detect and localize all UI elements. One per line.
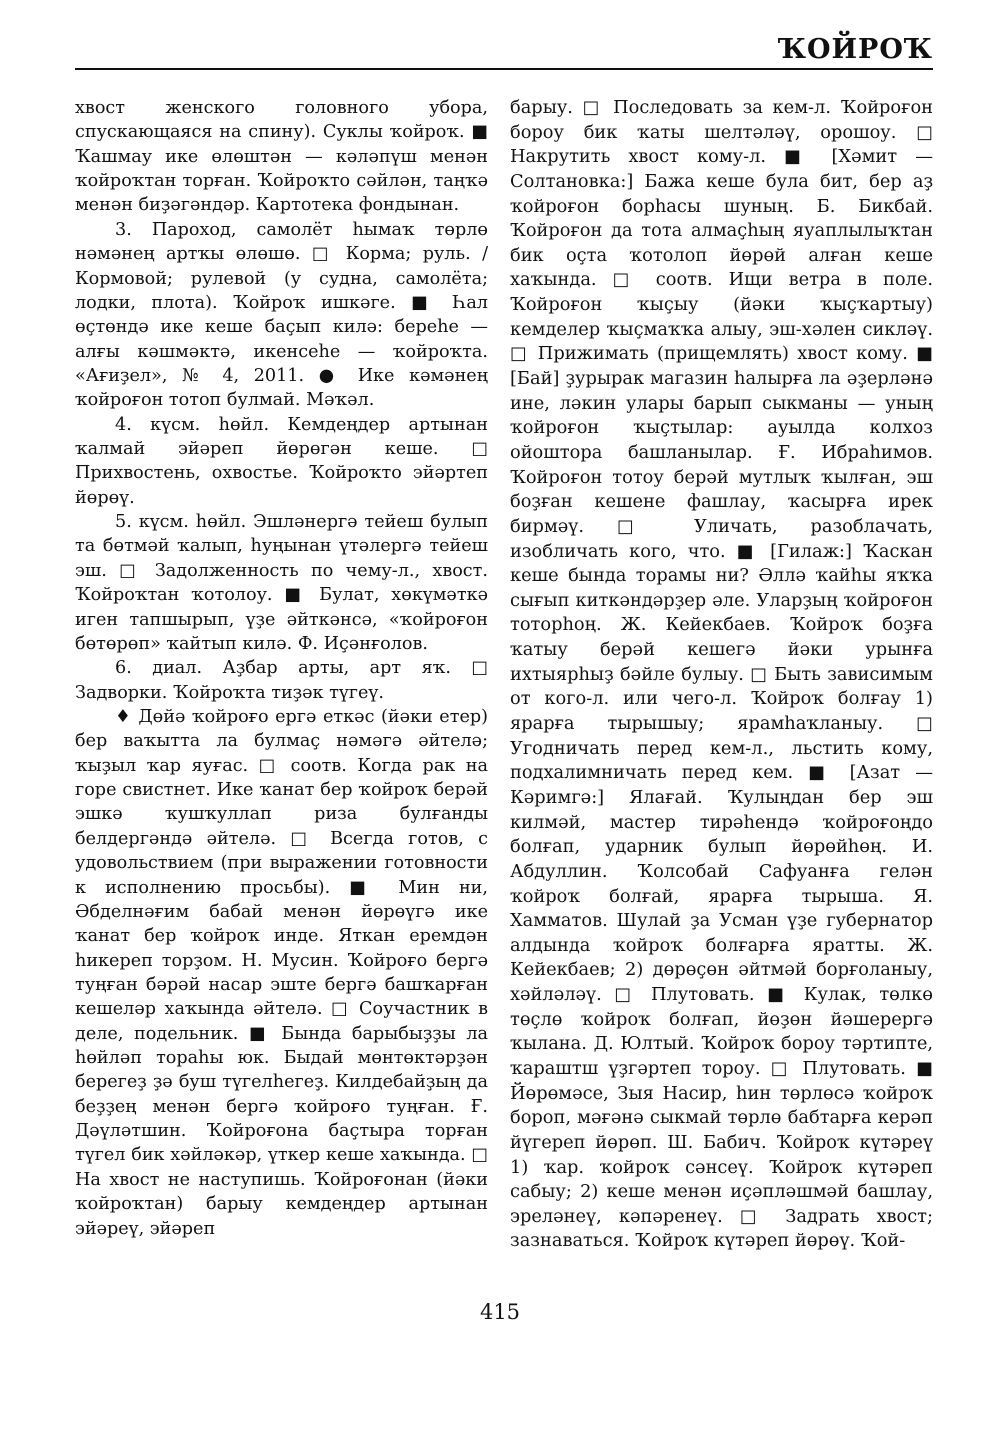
entry-sense-3: 3. Пароход, самолёт һымаҡ төрлө нәмәнең артҡы өлөшө. □ Корма; руль. / Кормовой; рулевой (у судна, самолёта; лодки, плота). Ҡойроҡ ишкәге. ■ Һал өҫтөндә ике кеше баҫып килә: береһе — алғы кәшмәктә, икенсеһе — ҡойроҡта. «Ағиҙел», № 4, 2011. ● Ике кәмәнең ҡойроғон тотоп булмай. Мәҡәл.: [75, 219, 488, 411]
entry-sense-6: 6. диал. Аҙбар арты, арт яҡ. □ Задворки. Ҡойроҡта тиҙәк түгеү.: [75, 658, 488, 703]
right-column: [510, 96, 933, 1254]
entry-idioms: ♦ Дөйә ҡойроғо ергә еткәс (йәки етер) бер ваҡытта ла булмаҫ нәмәгә әйтелә; ҡыҙыл ҡар яуғас. □ соотв. Когда рак на горе свистнет. Ике ҡанат бер ҡойроҡ берәй эшкә ҡушҡуллап риза булғанды белдергәндә әйтелә. □ Всегда готов, с удовольствием (при выражении готовности к исполнению просьбы). ■ Мин ни, Әбделнәғим бабай менән йөрөүгә ике ҡанат бер ҡойроҡ инде. Яткан еремдән һикереп торҙом. Н. Мусин. Ҡойроғо бергә туңған бәрәй насар эште бергә башҡарған кешеләр хаҡында әйтелә. □ Соучастник в деле, подельник. ■ Бында барыбыҙҙы ла һөйләп тораһы юк. Быдай мөнтөктәрҙән берегеҙ ҙә буш түгелһегеҙ. Килдебайҙың да беҙҙең менән бергә ҡойроғо туңған. Ғ. Дәүләтшин. Ҡойроғона баҫтыра торған түгел бик хәйләкәр, үткер кеше хаҡында. □ На хвост не наступишь. Ҡойроғонан (йәки ҡойроҡтан) барыу кемдеңдер артынан эйәреү, эйәреп: [75, 706, 488, 1239]
left-column: [75, 96, 488, 1241]
entry-sense-4: 4. күсм. һөйл. Кемдеңдер артынан ҡалмай эйәреп йөрөгән кеше. □ Прихвостень, охвостье. Ҡойроҡто эйәртеп йөрөү.: [75, 414, 488, 508]
entry-idioms-continued: барыу. □ Последовать за кем-л. Ҡойроғон бороу бик ҡаты шелтәләү, орошоу. □ Накрутить хвост кому-л. ■ [Хәмит — Солтановка:] Бажа кеше була бит, бер аҙ ҡойроғон борһасы шуның. Б. Бикбай. Ҡойроғон да тота алмаҫһың яуаплылыҡтан бик оҫта ҡотолоп йөрөй алған кеше хаҡында. □ соотв. Ищи ветра в поле. Ҡойроғон ҡыҫыу (йәки ҡыҫҡартыу) кемделер ҡыҫмаҡҡа алыу, эш-хәлен сикләү. □ Прижимать (прищемлять) хвост кому. ■ [Бай] ҙурырак магазин haлырға ла әҙерләнә ине, ләкин улары барып сыкманы — уның ҡойроғон ҡыҫтылар: ауылда колхоз ойоштора башланылар. Ғ. Ибраһимов. Ҡойроғон тотоу берәй мутлыҡ ҡылған, эш боҙған кешене фашлау, ҡасырға ирек бирмәү. □ Уличать, разоблачать, изобличать кого, что. ■ [Гилаж:] Ҡаскан кеше бында торамы ни? Әллә ҡайһы яҡҡа сығып киткәндәрҙер әле. Уларҙың ҡойроғон тоторһоң. Ж. Кейекбаев. Ҡойроҡ боҙға ҡатыу берәй кешегә йәки урынға ихтыярһыҙ бәйле булыу. □ Быть зависимым от кого-л. или чего-л. Ҡойроҡ болғау 1) ярарға тырышыу; ярамһаҡланыу. □ Угодничать перед кем-л., льстить кому, подхалимничать перед кем. ■ [Азат — Кәримгә:] Ялағай. Ҡулыңдан бер эш килмәй, мастер тирәһендә ҡойроғоңдо болғап, ударник булып йөрөйһөң. И. Абдуллин. Ҡолсобай Сафуанға гелән ҡойроҡ болғай, ярарға тырыша. Я. Хамматов. Шулай ҙа Усман үҙе губернатор алдында ҡойроҡ болғарға яратты. Ж. Кейекбаев; 2) дөрөҫөн әйтмәй борғоланыу, хәйләләү. □ Плутовать. ■ Кулак, төлкө төҫлө ҡойроҡ болғап, йөҙөн йәшерергә ҡылана. Д. Юлтый. Ҡойроҡ бороу тәртипте, ҡараштш үҙгәртеп тороу. □ Плутовать. ■ Йөрөмәсе, Зыя Насир, һин төрлөсә ҡойроҡ бороп, мәғәнә сыкмай төрлө бабтарға керәп йүгереп йөрөп. Ш. Бабич. Ҡойроҡ күтәреү 1) ҡар. ҡойроҡ сәнсеү. Ҡойроҡ күтәреп сабыу; 2) кеше менән иҫәпләшмәй башлау, эреләнеү, кәпәренеү. □ Задрать хвост; зазнаваться. Ҡойроҡ күтәреп йөрөү. Ҡой-: [510, 97, 933, 1252]
running-headword: ҠОЙРОҠ: [777, 34, 933, 65]
entry-paragraph: хвост женского головного убора, спускающаяся на спину). Суклы ҡойроҡ. ■ Ҡашмау ике өлөштән — кәләпүш менән ҡойроҡтан торған. Ҡойроҡто сәйлән, таңҡә менән биҙәгәндәр. Картотека фондынан.: [75, 98, 488, 216]
page-number: 415: [479, 1300, 521, 1324]
running-header: [75, 32, 933, 70]
entry-sense-5: 5. күсм. һөйл. Эшләнергә тейеш булып та бөтмәй ҡалып, һуңынан үтәлергә тейеш эш. □ Задолженность по чему-л., хвост. Ҡойроҡтан ҡотолоу. ■ Булат, хөкүмәткә иген тапшырып, үҙе әйткәнсә, «ҡойроғон бөтөрөп» ҡайтып килә. Ф. Иҫәнғолов.: [75, 512, 488, 654]
